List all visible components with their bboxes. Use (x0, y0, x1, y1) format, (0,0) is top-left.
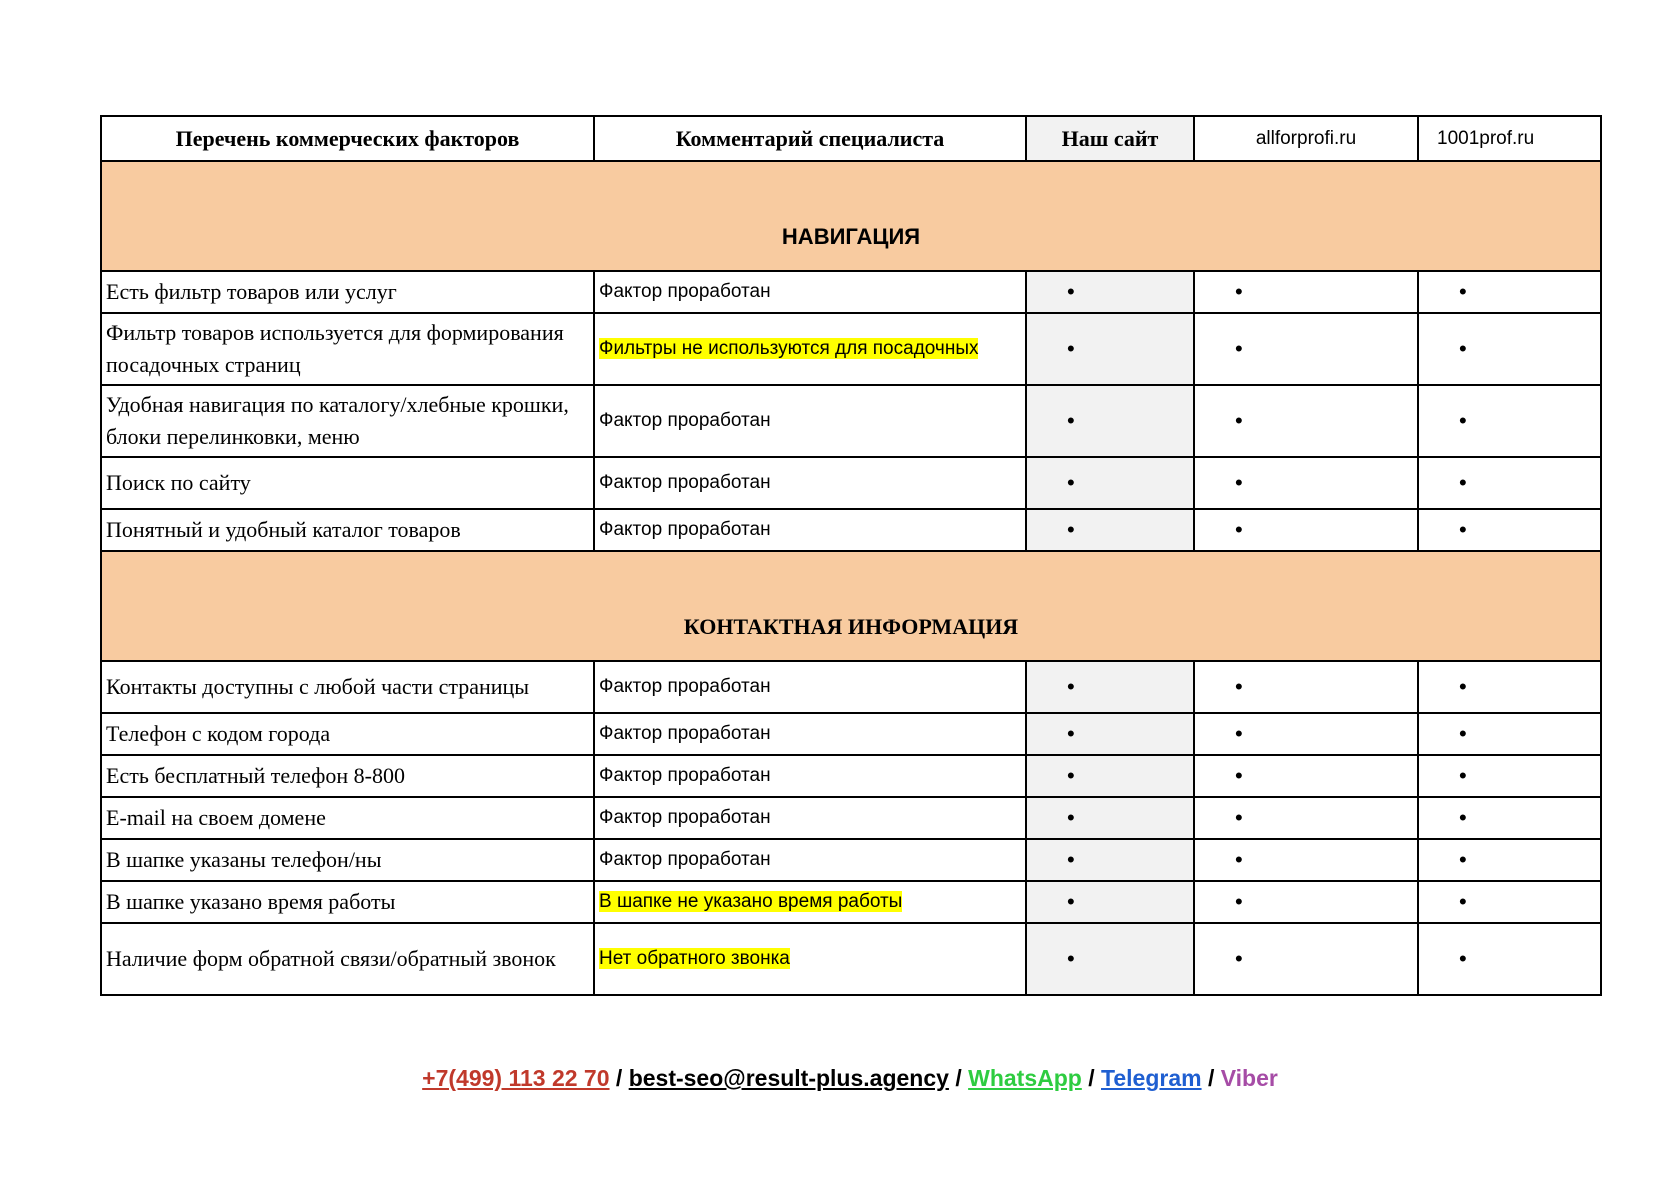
header-factors: Перечень коммерческих факторов (101, 116, 594, 161)
comment-text: Фактор проработан (599, 849, 771, 870)
comment-text-highlighted: Нет обратного звонка (599, 948, 790, 969)
site2-mark: • (1418, 509, 1601, 551)
header-comment: Комментарий специалиста (594, 116, 1026, 161)
comment-cell (594, 457, 1026, 509)
factor-cell: Удобная навигация по каталогу/хлебные крошки, блоки перелинковки, меню (101, 385, 594, 457)
header-our-site: Наш сайт (1026, 116, 1194, 161)
email-link[interactable]: best-seo@result-plus.agency (628, 1065, 949, 1091)
our-site-mark: • (1026, 661, 1194, 713)
table-row (101, 881, 1601, 923)
site1-mark: • (1194, 509, 1418, 551)
comment-cell (594, 661, 1026, 713)
table-row (101, 923, 1601, 995)
comment-text: Фактор проработан (599, 472, 771, 493)
site1-mark: • (1194, 271, 1418, 313)
comment-text: Фактор проработан (599, 676, 771, 697)
factor-cell: В шапке указаны телефон/ны (101, 839, 594, 881)
whatsapp-link[interactable]: WhatsApp (968, 1065, 1082, 1091)
viber-link[interactable]: Viber (1220, 1065, 1278, 1091)
separator: / (1081, 1065, 1101, 1091)
table-row (101, 313, 1601, 385)
table-row (101, 509, 1601, 551)
table-row (101, 457, 1601, 509)
our-site-mark: • (1026, 457, 1194, 509)
site1-mark: • (1194, 313, 1418, 385)
comment-cell (594, 881, 1026, 923)
factor-cell: Понятный и удобный каталог товаров (101, 509, 594, 551)
factor-cell: E-mail на своем домене (101, 797, 594, 839)
factor-cell: Телефон с кодом города (101, 713, 594, 755)
site1-mark: • (1194, 797, 1418, 839)
site1-mark: • (1194, 881, 1418, 923)
table-row (101, 755, 1601, 797)
contact-footer (0, 1065, 1680, 1092)
comment-text-highlighted: Фильтры не используются для посадочных (599, 338, 979, 359)
section-row-contacts (101, 551, 1601, 661)
site2-mark: • (1418, 271, 1601, 313)
comment-cell (594, 271, 1026, 313)
header-site-allforprofi: allforprofi.ru (1194, 116, 1418, 161)
site2-mark: • (1418, 385, 1601, 457)
site1-mark: • (1194, 923, 1418, 995)
our-site-mark: • (1026, 271, 1194, 313)
separator: / (1201, 1065, 1221, 1091)
our-site-mark: • (1026, 509, 1194, 551)
comment-text: Фактор проработан (599, 723, 771, 744)
comment-cell (594, 755, 1026, 797)
comment-cell (594, 509, 1026, 551)
factor-cell: Есть бесплатный телефон 8-800 (101, 755, 594, 797)
table-row (101, 713, 1601, 755)
table-row (101, 797, 1601, 839)
comment-text: Фактор проработан (599, 765, 771, 786)
site2-mark: • (1418, 755, 1601, 797)
comment-text-highlighted: В шапке не указано время работы (599, 891, 903, 912)
separator: / (609, 1065, 629, 1091)
site1-mark: • (1194, 385, 1418, 457)
factor-cell: Есть фильтр товаров или услуг (101, 271, 594, 313)
our-site-mark: • (1026, 313, 1194, 385)
site1-mark: • (1194, 661, 1418, 713)
table-row (101, 661, 1601, 713)
site2-mark: • (1418, 661, 1601, 713)
our-site-mark: • (1026, 755, 1194, 797)
site1-mark: • (1194, 713, 1418, 755)
site2-mark: • (1418, 881, 1601, 923)
section-row-navigation (101, 161, 1601, 271)
section-title: КОНТАКТНАЯ ИНФОРМАЦИЯ (101, 551, 1601, 661)
comment-cell (594, 313, 1026, 385)
table-row (101, 385, 1601, 457)
factor-cell: Поиск по сайту (101, 457, 594, 509)
factor-cell: Контакты доступны с любой части страницы (101, 661, 594, 713)
site2-mark: • (1418, 713, 1601, 755)
section-title: НАВИГАЦИЯ (101, 161, 1601, 271)
comment-cell (594, 385, 1026, 457)
site1-mark: • (1194, 457, 1418, 509)
separator: / (948, 1065, 969, 1091)
comment-text: Фактор проработан (599, 519, 771, 540)
site1-mark: • (1194, 755, 1418, 797)
site2-mark: • (1418, 839, 1601, 881)
comment-text: Фактор проработан (599, 281, 771, 302)
site2-mark: • (1418, 797, 1601, 839)
our-site-mark: • (1026, 839, 1194, 881)
our-site-mark: • (1026, 797, 1194, 839)
comment-cell (594, 839, 1026, 881)
header-site-1001prof: 1001prof.ru (1418, 116, 1601, 161)
site2-mark: • (1418, 457, 1601, 509)
site1-mark: • (1194, 839, 1418, 881)
factor-cell: Фильтр товаров используется для формирования посадочных страниц (101, 313, 594, 385)
our-site-mark: • (1026, 385, 1194, 457)
phone-link[interactable]: +7(499) 113 22 70 (422, 1065, 610, 1091)
comment-cell (594, 713, 1026, 755)
our-site-mark: • (1026, 713, 1194, 755)
factor-cell: В шапке указано время работы (101, 881, 594, 923)
table-row (101, 271, 1601, 313)
comment-text: Фактор проработан (599, 410, 771, 431)
comment-cell (594, 797, 1026, 839)
commercial-factors-table (100, 115, 1602, 996)
comment-text: Фактор проработан (599, 807, 771, 828)
site2-mark: • (1418, 313, 1601, 385)
telegram-link[interactable]: Telegram (1101, 1065, 1202, 1091)
our-site-mark: • (1026, 881, 1194, 923)
site2-mark: • (1418, 923, 1601, 995)
table-row (101, 839, 1601, 881)
table-header-row (101, 116, 1601, 161)
factor-cell: Наличие форм обратной связи/обратный звонок (101, 923, 594, 995)
comment-cell (594, 923, 1026, 995)
our-site-mark: • (1026, 923, 1194, 995)
